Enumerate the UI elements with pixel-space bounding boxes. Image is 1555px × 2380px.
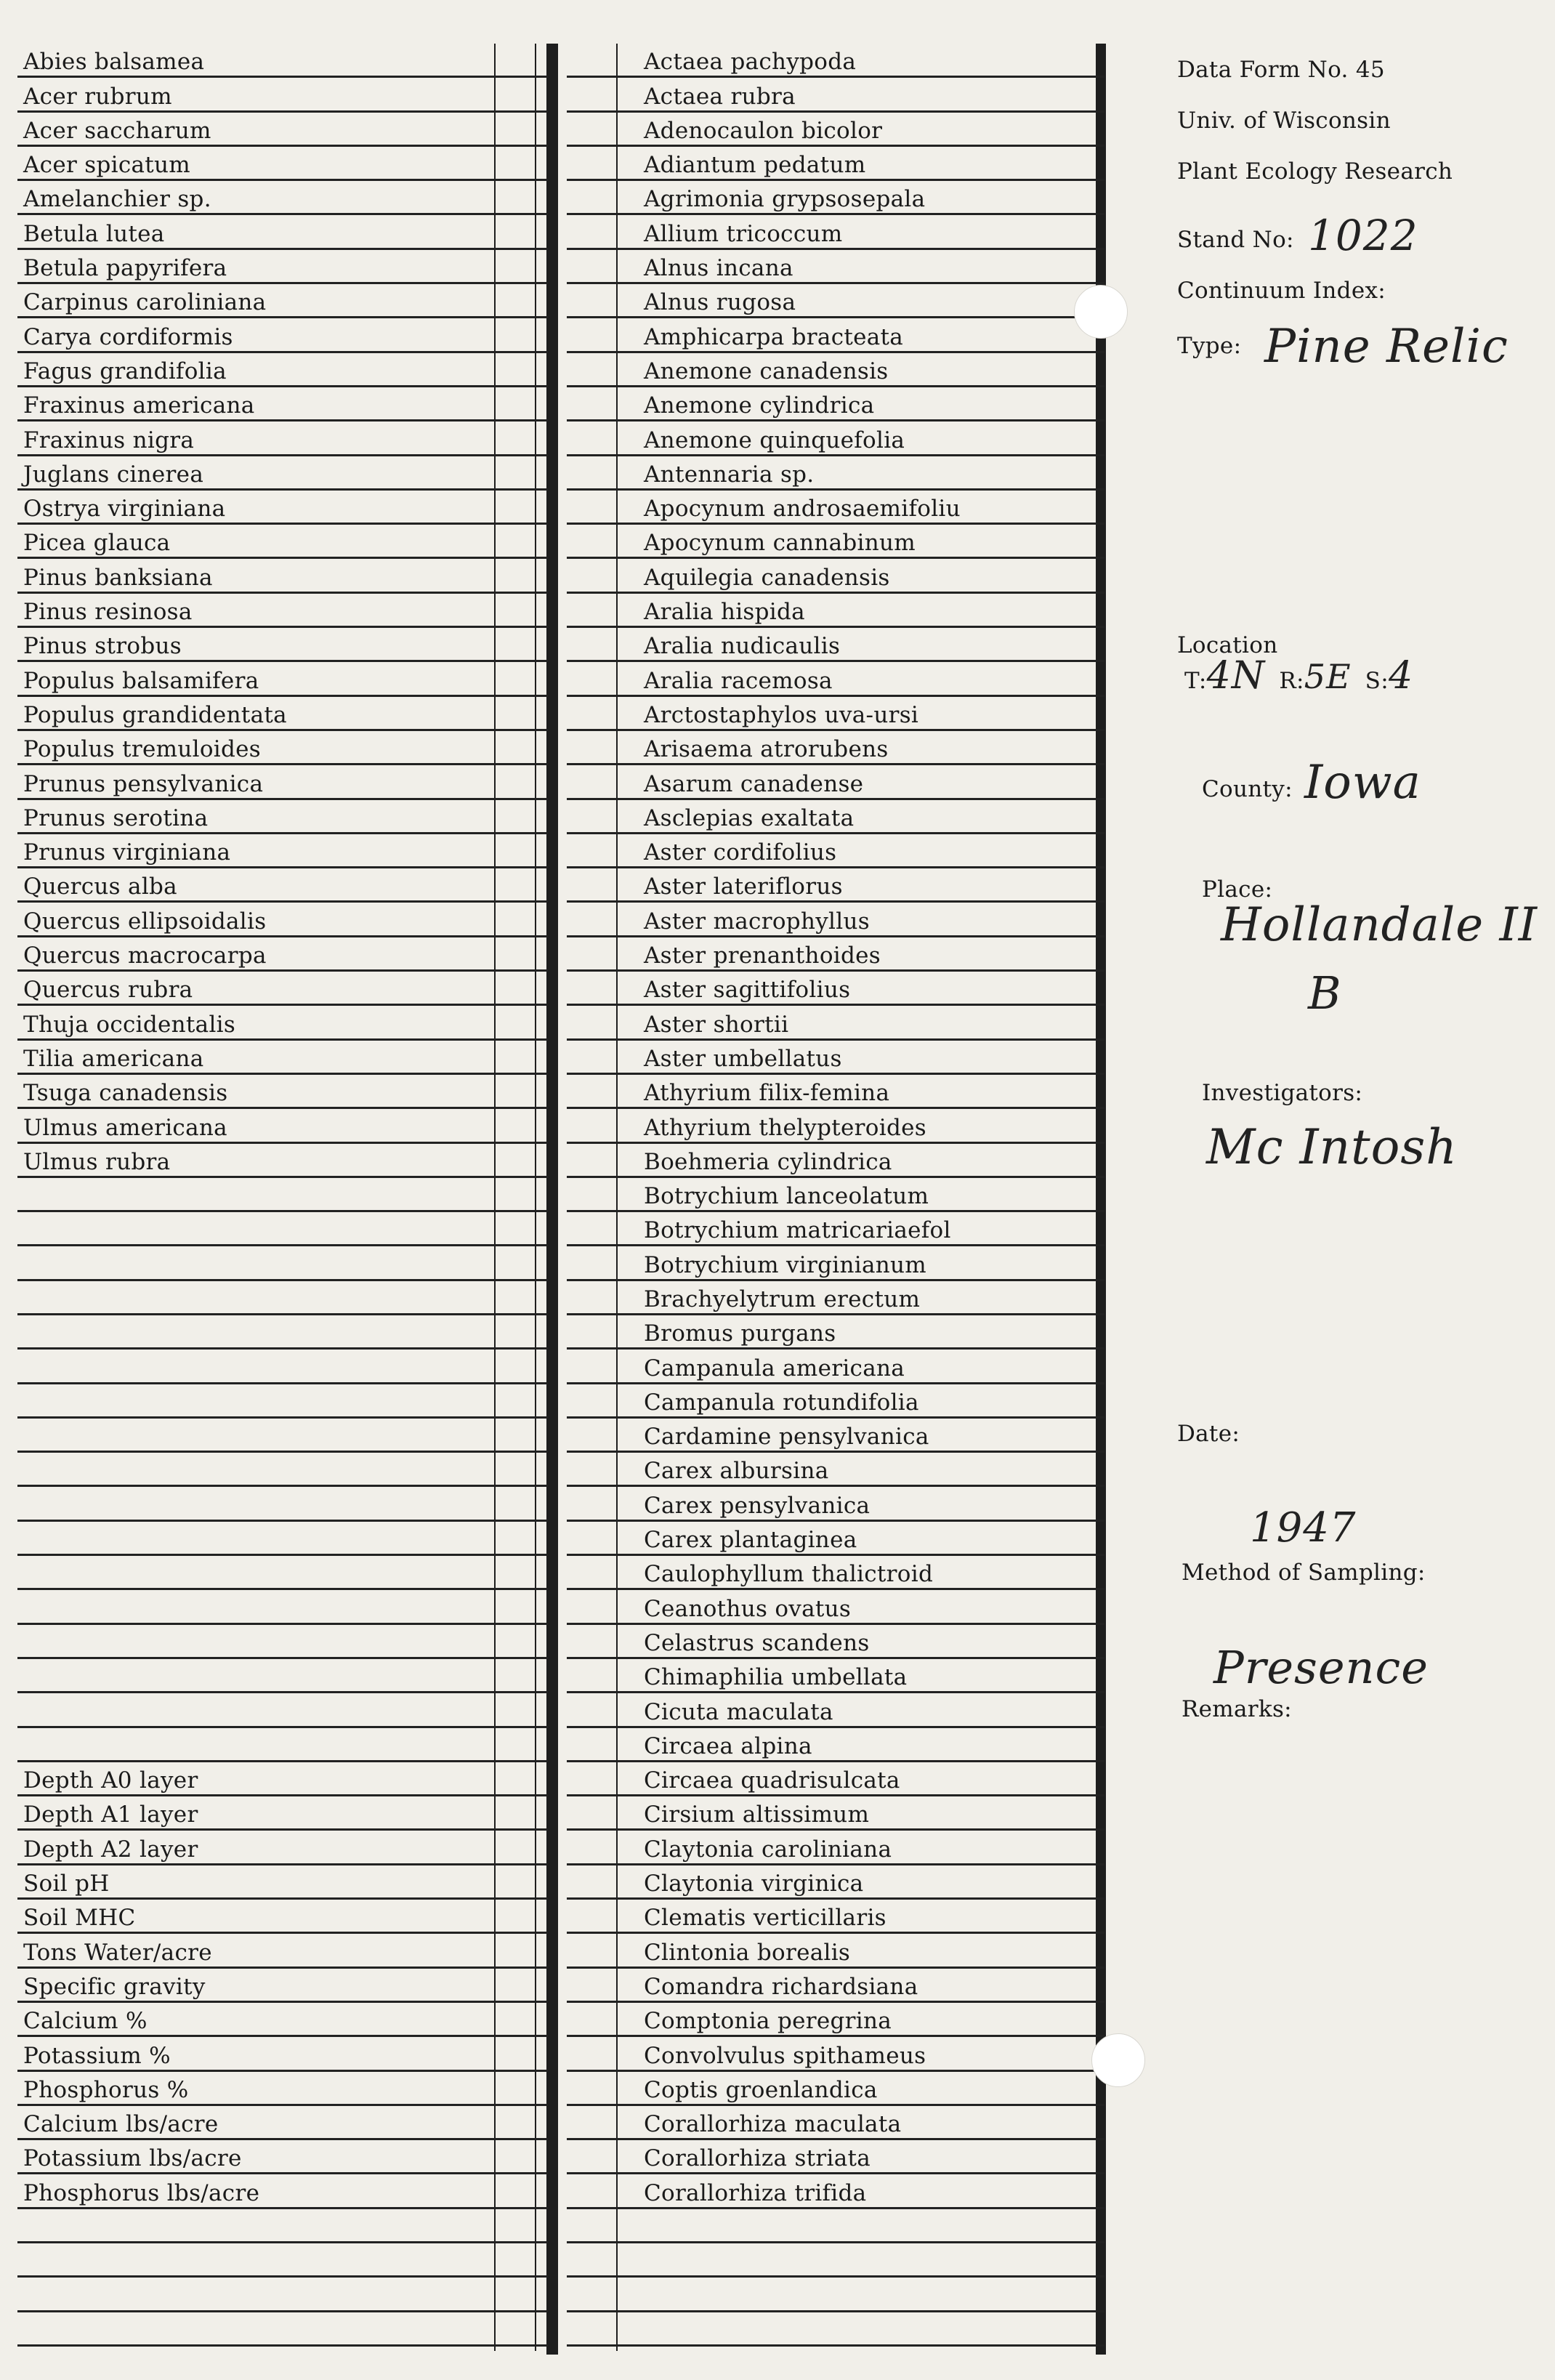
species-row xyxy=(567,1453,1104,1487)
species-row xyxy=(17,2312,548,2347)
species-row xyxy=(17,284,548,318)
species-row xyxy=(567,1041,1104,1075)
species-row xyxy=(567,215,1104,249)
species-row xyxy=(17,1969,548,2003)
species-row xyxy=(567,2312,1104,2347)
species-name: Depth A2 layer xyxy=(23,1836,198,1863)
species-row xyxy=(567,800,1104,834)
species-row xyxy=(17,2209,548,2243)
species-name: Quercus rubra xyxy=(23,977,193,1004)
species-row xyxy=(567,1315,1104,1350)
species-row xyxy=(567,2209,1104,2243)
stand-value: 1022 xyxy=(1308,211,1418,260)
species-row xyxy=(567,1762,1104,1796)
species-name: Acer rubrum xyxy=(23,83,172,110)
stand-label: Stand No: xyxy=(1177,227,1294,253)
species-row xyxy=(17,559,548,593)
species-row xyxy=(567,1281,1104,1315)
species-row xyxy=(567,2174,1104,2208)
species-row xyxy=(17,2174,548,2208)
species-row xyxy=(567,1934,1104,1968)
species-row xyxy=(17,1246,548,1280)
species-name: Carex plantaginea xyxy=(644,1527,857,1554)
species-name: Corallorhiza maculata xyxy=(644,2111,902,2138)
species-name: Quercus ellipsoidalis xyxy=(23,908,267,935)
species-name: Corallorhiza striata xyxy=(644,2145,871,2172)
species-row xyxy=(567,1590,1104,1624)
county-label: County: xyxy=(1202,776,1293,802)
species-name: Carpinus caroliniana xyxy=(23,289,267,316)
species-name: Apocynum androsaemifoliu xyxy=(644,496,961,523)
species-name: Aquilegia canadensis xyxy=(644,564,890,591)
species-row xyxy=(567,1796,1104,1831)
species-name: Claytonia virginica xyxy=(644,1871,864,1897)
species-name: Circaea quadrisulcata xyxy=(644,1767,900,1794)
species-row xyxy=(17,1006,548,1040)
species-name: Athyrium filix-femina xyxy=(644,1080,890,1107)
species-row xyxy=(567,1900,1104,1934)
species-name: Tilia americana xyxy=(23,1045,204,1072)
species-name: Alnus rugosa xyxy=(644,289,796,316)
species-row xyxy=(17,1212,548,1246)
species-row xyxy=(567,491,1104,525)
center-thick-rule xyxy=(546,44,558,2355)
species-name: Specific gravity xyxy=(23,1973,206,2000)
date-value: 1947 xyxy=(1250,1504,1357,1552)
species-row xyxy=(17,1041,548,1075)
species-row xyxy=(17,387,548,421)
county-value: Iowa xyxy=(1304,756,1421,810)
species-name: Athyrium thelypteroides xyxy=(644,1114,926,1141)
species-name: Aster lateriflorus xyxy=(644,874,843,900)
species-row xyxy=(17,2106,548,2140)
punch-hole-bottom xyxy=(1091,2033,1145,2087)
species-row xyxy=(17,1900,548,1934)
species-name: Cardamine pensylvanica xyxy=(644,1424,929,1451)
species-name: Chimaphilia umbellata xyxy=(644,1664,908,1691)
species-name: Botrychium matricariaefol xyxy=(644,1217,951,1244)
species-name: Depth A1 layer xyxy=(23,1802,198,1828)
species-name: Ulmus americana xyxy=(23,1114,227,1141)
species-row xyxy=(17,456,548,491)
species-row xyxy=(17,834,548,868)
species-row xyxy=(17,937,548,972)
species-name: Actaea rubra xyxy=(644,83,796,110)
species-row xyxy=(567,731,1104,765)
species-row xyxy=(17,1556,548,1590)
species-name: Phosphorus lbs/acre xyxy=(23,2179,260,2206)
species-row xyxy=(17,628,548,662)
species-name: Picea glauca xyxy=(23,530,171,557)
species-row xyxy=(567,1006,1104,1040)
species-name: Soil pH xyxy=(23,1871,110,1897)
species-row xyxy=(17,765,548,799)
species-name: Ostrya virginiana xyxy=(23,496,226,523)
species-row xyxy=(17,1281,548,1315)
date-label: Date: xyxy=(1177,1421,1240,1447)
species-name: Betula papyrifera xyxy=(23,255,227,282)
species-name: Comandra richardsiana xyxy=(644,1973,918,2000)
township-label: T: xyxy=(1184,668,1207,694)
species-row xyxy=(17,78,548,112)
method-of-sampling-label: Method of Sampling: xyxy=(1182,1560,1426,1586)
species-row xyxy=(567,1865,1104,1900)
species-row xyxy=(567,1969,1104,2003)
species-name: Prunus serotina xyxy=(23,804,209,831)
species-row xyxy=(567,1109,1104,1143)
species-row xyxy=(17,525,548,559)
species-name: Comptonia peregrina xyxy=(644,2008,892,2035)
species-row xyxy=(17,1384,548,1419)
section-value: 4 xyxy=(1388,654,1414,698)
species-name: Calcium % xyxy=(23,2008,148,2035)
species-row xyxy=(17,1522,548,1556)
species-name: Quercus alba xyxy=(23,874,177,900)
species-row xyxy=(567,113,1104,147)
species-name: Apocynum cannabinum xyxy=(644,530,916,557)
species-row xyxy=(567,1350,1104,1384)
punch-hole-top xyxy=(1074,285,1128,339)
species-name: Calcium lbs/acre xyxy=(23,2111,219,2138)
species-row xyxy=(567,1693,1104,1727)
species-name: Bromus purgans xyxy=(644,1320,836,1347)
species-name: Fraxinus americana xyxy=(23,392,255,419)
species-row xyxy=(567,765,1104,799)
species-name: Populus balsamifera xyxy=(23,667,259,694)
form-number: Data Form No. 45 xyxy=(1177,57,1385,83)
species-row xyxy=(17,2278,548,2312)
species-row xyxy=(567,937,1104,972)
species-row xyxy=(567,2072,1104,2106)
species-name: Fagus grandifolia xyxy=(23,358,227,384)
species-row xyxy=(567,2243,1104,2278)
species-name: Botrychium lanceolatum xyxy=(644,1183,929,1210)
species-name: Thuja occidentalis xyxy=(23,1011,236,1038)
species-row xyxy=(17,1934,548,1968)
species-row xyxy=(567,1522,1104,1556)
continuum-index-label: Continuum Index: xyxy=(1177,278,1386,304)
species-column-left xyxy=(17,44,548,2347)
species-name: Adenocaulon bicolor xyxy=(644,117,883,144)
species-name: Fraxinus nigra xyxy=(23,427,195,453)
species-row xyxy=(17,1762,548,1796)
location-trs xyxy=(1184,654,1413,698)
species-name: Prunus pensylvanica xyxy=(23,770,264,797)
species-name: Amelanchier sp. xyxy=(23,186,211,213)
university-name: Univ. of Wisconsin xyxy=(1177,108,1391,134)
species-name: Actaea pachypoda xyxy=(644,49,857,76)
species-name: Boehmeria cylindrica xyxy=(644,1148,892,1175)
species-name: Aralia hispida xyxy=(644,599,805,626)
species-name: Corallorhiza trifida xyxy=(644,2179,867,2206)
species-name: Caulophyllum thalictroid xyxy=(644,1561,934,1588)
species-row xyxy=(567,1728,1104,1762)
species-row xyxy=(17,1796,548,1831)
species-row xyxy=(17,147,548,181)
species-row xyxy=(17,2037,548,2071)
species-row xyxy=(567,594,1104,628)
species-row xyxy=(567,662,1104,696)
method-of-sampling-value: Presence xyxy=(1213,1641,1429,1694)
species-row xyxy=(17,2003,548,2037)
species-row xyxy=(17,44,548,78)
species-row xyxy=(567,2003,1104,2037)
species-name: Populus tremuloides xyxy=(23,736,261,763)
species-row xyxy=(17,491,548,525)
species-name: Brachyelytrum erectum xyxy=(644,1286,921,1312)
species-row xyxy=(567,1556,1104,1590)
species-row xyxy=(17,1831,548,1865)
species-row xyxy=(17,800,548,834)
species-name: Abies balsamea xyxy=(23,49,205,76)
range-label: R: xyxy=(1279,668,1304,694)
species-row xyxy=(567,1487,1104,1521)
species-name: Anemone quinquefolia xyxy=(644,427,905,453)
species-name: Pinus strobus xyxy=(23,633,182,660)
range-value: 5E xyxy=(1304,657,1352,696)
species-row xyxy=(567,903,1104,937)
species-name: Arisaema atrorubens xyxy=(644,736,889,763)
species-name: Acer spicatum xyxy=(23,152,190,179)
species-name: Aster shortii xyxy=(644,1011,789,1038)
species-name: Aralia nudicaulis xyxy=(644,633,841,660)
species-row xyxy=(17,113,548,147)
species-row xyxy=(17,594,548,628)
species-row xyxy=(17,215,548,249)
species-name: Arctostaphylos uva-ursi xyxy=(644,701,919,728)
species-name: Convolvulus spithameus xyxy=(644,2042,926,2069)
species-name: Potassium lbs/acre xyxy=(23,2145,242,2172)
form-info-panel xyxy=(1177,0,1540,2380)
species-row xyxy=(567,697,1104,731)
type-value: Pine Relic xyxy=(1264,320,1508,374)
species-name: Campanula americana xyxy=(644,1355,905,1381)
species-name: Betula lutea xyxy=(23,220,165,247)
species-row xyxy=(567,834,1104,868)
species-name: Aster umbellatus xyxy=(644,1045,842,1072)
township-value: 4N xyxy=(1206,654,1266,698)
species-row xyxy=(17,1144,548,1178)
species-row xyxy=(17,1350,548,1384)
species-name: Aralia racemosa xyxy=(644,667,833,694)
species-name: Pinus banksiana xyxy=(23,564,213,591)
species-name: Phosphorus % xyxy=(23,2076,189,2103)
species-row xyxy=(17,662,548,696)
species-name: Agrimonia grypsosepala xyxy=(644,186,926,213)
department-name: Plant Ecology Research xyxy=(1177,158,1453,185)
section-label: S: xyxy=(1365,668,1389,694)
species-name: Allium tricoccum xyxy=(644,220,843,247)
species-row xyxy=(567,1625,1104,1659)
species-row xyxy=(567,1831,1104,1865)
species-row xyxy=(17,868,548,903)
species-row xyxy=(567,525,1104,559)
species-row xyxy=(17,1728,548,1762)
species-row xyxy=(17,318,548,352)
species-row xyxy=(17,2072,548,2106)
species-row xyxy=(567,972,1104,1006)
place-value: Hollandale II xyxy=(1221,898,1538,952)
species-row xyxy=(17,731,548,765)
type-label: Type: xyxy=(1177,333,1242,359)
species-row xyxy=(17,903,548,937)
place-label: Place: xyxy=(1202,876,1273,903)
species-row xyxy=(567,78,1104,112)
species-row xyxy=(17,1419,548,1453)
species-row xyxy=(17,1659,548,1693)
species-name: Circaea alpina xyxy=(644,1732,812,1759)
species-name: Aster cordifolius xyxy=(644,839,837,866)
species-name: Tons Water/acre xyxy=(23,1939,212,1966)
species-name: Prunus virginiana xyxy=(23,839,231,866)
species-name: Amphicarpa bracteata xyxy=(644,323,904,350)
species-row xyxy=(567,1212,1104,1246)
species-name: Clintonia borealis xyxy=(644,1939,851,1966)
species-row xyxy=(17,697,548,731)
species-row xyxy=(567,2278,1104,2312)
species-row xyxy=(567,284,1104,318)
species-row xyxy=(17,1075,548,1109)
species-row xyxy=(567,387,1104,421)
species-column-right xyxy=(567,44,1104,2347)
location-label: Location xyxy=(1177,632,1278,658)
species-name: Carex albursina xyxy=(644,1458,829,1485)
species-row xyxy=(17,353,548,387)
species-row xyxy=(17,2140,548,2174)
species-row xyxy=(17,421,548,456)
place-value-line2: B xyxy=(1308,967,1342,1020)
species-row xyxy=(17,250,548,284)
species-name: Potassium % xyxy=(23,2042,171,2069)
species-name: Alnus incana xyxy=(644,255,793,282)
species-row xyxy=(567,1246,1104,1280)
species-name: Depth A0 layer xyxy=(23,1767,198,1794)
species-name: Claytonia caroliniana xyxy=(644,1836,892,1863)
species-row xyxy=(17,1487,548,1521)
species-row xyxy=(567,1144,1104,1178)
species-name: Ceanothus ovatus xyxy=(644,1595,852,1622)
species-row xyxy=(567,181,1104,215)
species-name: Campanula rotundifolia xyxy=(644,1389,919,1416)
species-row xyxy=(567,1178,1104,1212)
species-name: Asarum canadense xyxy=(644,770,864,797)
species-row xyxy=(567,318,1104,352)
species-row xyxy=(567,421,1104,456)
species-row xyxy=(567,353,1104,387)
species-row xyxy=(567,147,1104,181)
species-row xyxy=(567,2140,1104,2174)
remarks-label: Remarks: xyxy=(1182,1696,1292,1722)
species-row xyxy=(567,559,1104,593)
species-row xyxy=(567,2106,1104,2140)
species-row xyxy=(567,1419,1104,1453)
species-name: Cicuta maculata xyxy=(644,1698,833,1725)
species-row xyxy=(17,1109,548,1143)
species-row xyxy=(567,250,1104,284)
species-name: Botrychium virginianum xyxy=(644,1251,926,1278)
species-name: Soil MHC xyxy=(23,1905,136,1932)
species-name: Aster prenanthoides xyxy=(644,943,881,969)
species-row xyxy=(567,456,1104,491)
species-row xyxy=(17,181,548,215)
species-name: Adiantum pedatum xyxy=(644,152,866,179)
species-row xyxy=(17,2243,548,2278)
species-row xyxy=(17,1693,548,1727)
species-row xyxy=(17,1865,548,1900)
species-name: Anemone canadensis xyxy=(644,358,889,384)
species-name: Tsuga canadensis xyxy=(23,1080,228,1107)
species-name: Anemone cylindrica xyxy=(644,392,875,419)
species-name: Pinus resinosa xyxy=(23,599,193,626)
species-row xyxy=(567,1384,1104,1419)
species-name: Acer saccharum xyxy=(23,117,211,144)
investigators-label: Investigators: xyxy=(1202,1080,1363,1106)
species-row xyxy=(17,1178,548,1212)
species-name: Asclepias exaltata xyxy=(644,804,855,831)
species-name: Ulmus rubra xyxy=(23,1148,171,1175)
species-name: Cirsium altissimum xyxy=(644,1802,870,1828)
species-name: Populus grandidentata xyxy=(23,701,287,728)
species-name: Antennaria sp. xyxy=(644,461,815,488)
species-name: Quercus macrocarpa xyxy=(23,943,267,969)
species-row xyxy=(567,628,1104,662)
species-row xyxy=(17,972,548,1006)
species-row xyxy=(17,1315,548,1350)
species-row xyxy=(567,868,1104,903)
species-row xyxy=(567,1659,1104,1693)
species-row xyxy=(17,1453,548,1487)
species-row xyxy=(567,1075,1104,1109)
species-name: Celastrus scandens xyxy=(644,1629,870,1656)
species-name: Clematis verticillaris xyxy=(644,1905,886,1932)
species-name: Coptis groenlandica xyxy=(644,2076,878,2103)
species-name: Juglans cinerea xyxy=(23,461,204,488)
species-name: Carex pensylvanica xyxy=(644,1492,871,1519)
species-row xyxy=(17,1625,548,1659)
species-name: Aster macrophyllus xyxy=(644,908,870,935)
species-name: Carya cordiformis xyxy=(23,323,233,350)
species-row xyxy=(17,1590,548,1624)
species-row xyxy=(567,44,1104,78)
investigators-value: Mc Intosh xyxy=(1206,1119,1458,1175)
species-row xyxy=(567,2037,1104,2071)
species-name: Aster sagittifolius xyxy=(644,977,851,1004)
